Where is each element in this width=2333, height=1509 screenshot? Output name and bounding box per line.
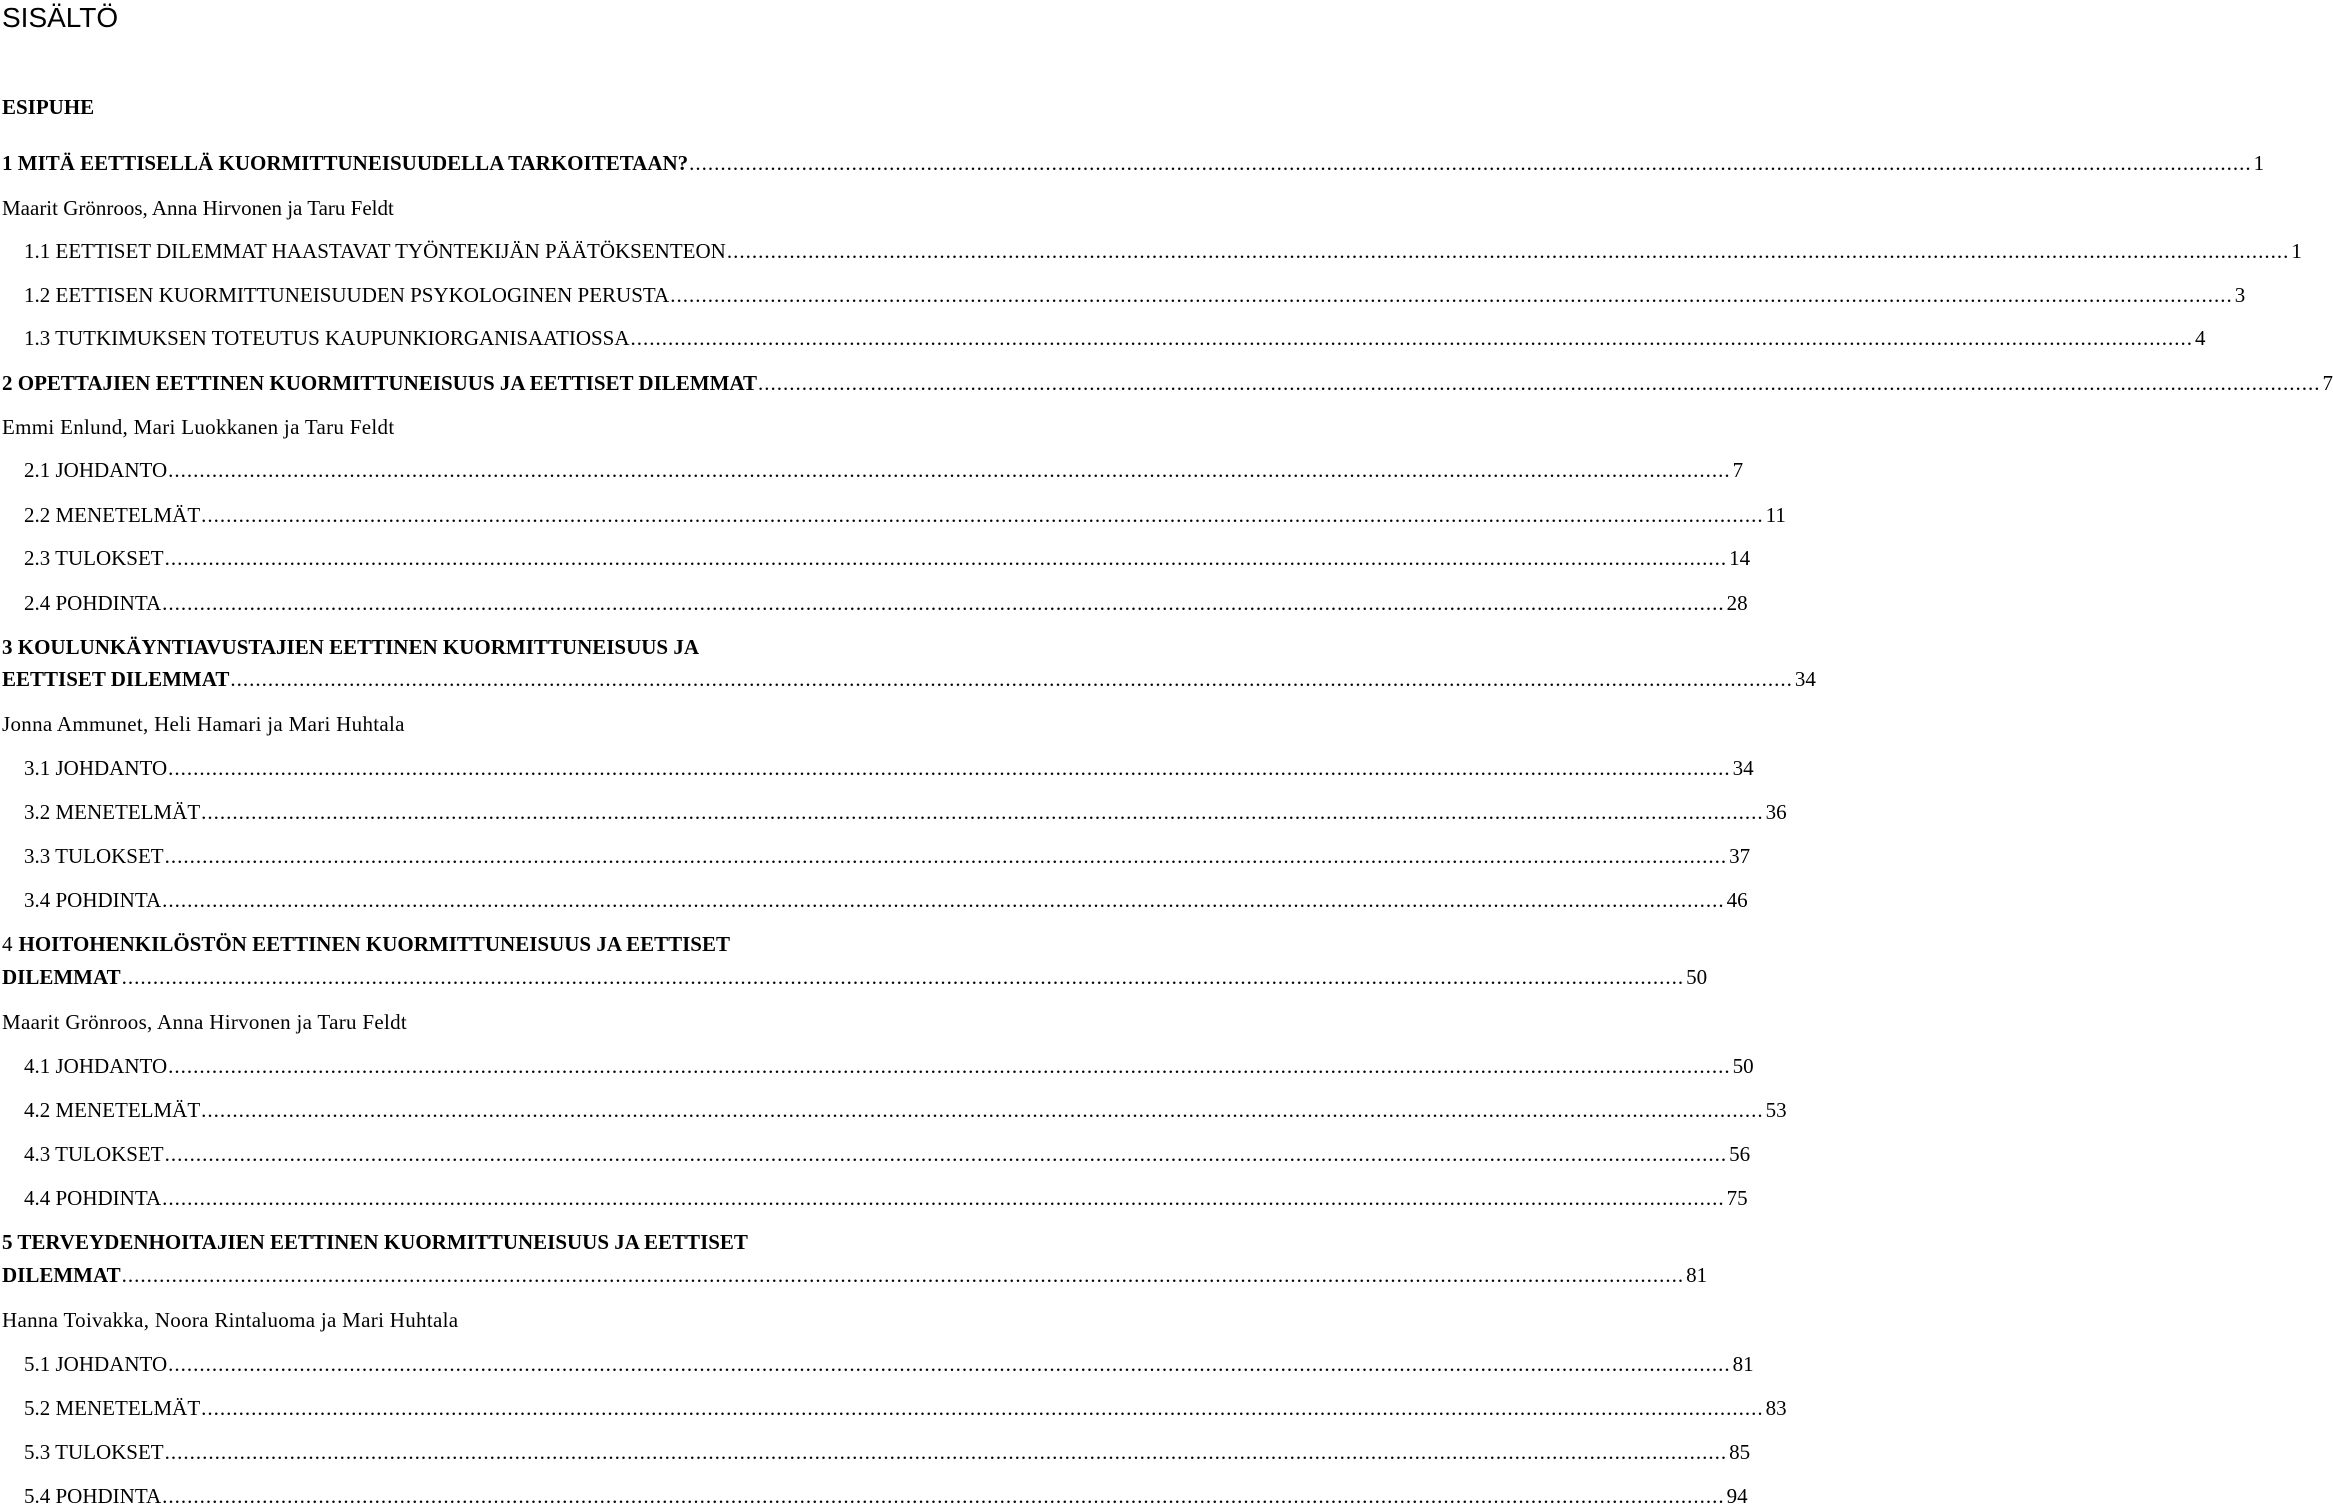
- toc-entry-section-4-1[interactable]: [24, 1053, 1754, 1079]
- entry-title: 5 TERVEYDENHOITAJIEN EETTINEN KUORMITTUNEISUUS JA EETTISET: [2, 1230, 748, 1254]
- page-number: 1: [2291, 239, 2302, 263]
- dot-leader: ..........................................................................................................................................................................................................................................................: [121, 965, 1685, 989]
- toc-entry-section-1-1[interactable]: [24, 238, 2302, 264]
- dot-leader: ..........................................................................................................................................................................................................................................................: [201, 1396, 1764, 1420]
- page-number: 46: [1726, 888, 1748, 912]
- page-number: 34: [1732, 756, 1754, 780]
- page-number: 81: [1686, 1263, 1708, 1287]
- page-number: 34: [1794, 667, 1816, 691]
- page-number: 81: [1732, 1352, 1754, 1376]
- toc-entry-section-1-2[interactable]: [24, 282, 2246, 308]
- entry-title: 3.3 TULOKSET: [24, 844, 164, 868]
- dot-leader: ..........................................................................................................................................................................................................................................................: [162, 591, 1725, 615]
- page-number: 94: [1726, 1484, 1748, 1508]
- entry-title: 2 OPETTAJIEN EETTINEN KUORMITTUNEISUUS JA EETTISET DILEMMAT: [2, 371, 758, 395]
- page-number: 50: [1686, 965, 1708, 989]
- entry-title: 3 KOULUNKÄYNTIAVUSTAJIEN EETTINEN KUORMITTUNEISUUS JA: [2, 635, 700, 659]
- toc-entry-chapter-5[interactable]: [2, 1262, 1708, 1288]
- toc-entry-chapter-2[interactable]: [2, 370, 2333, 396]
- entry-title: 3.2 MENETELMÄT: [24, 800, 201, 824]
- dot-leader: ..........................................................................................................................................................................................................................................................: [168, 1352, 1731, 1376]
- toc-entry-section-4-4[interactable]: [24, 1185, 1748, 1211]
- dot-leader: ..........................................................................................................................................................................................................................................................: [162, 1484, 1725, 1508]
- page-number: 28: [1726, 591, 1748, 615]
- toc-entry-section-3-3[interactable]: [24, 843, 1751, 869]
- entry-title: 2.1 JOHDANTO: [24, 458, 168, 482]
- chapter-5-authors: Hanna Toivakka, Noora Rintaluoma ja Mari Huhtala: [2, 1308, 459, 1332]
- page-number: 75: [1726, 1186, 1748, 1210]
- chapter-1-authors: Maarit Grönroos, Anna Hirvonen ja Taru Feldt: [2, 196, 394, 220]
- entry-title: 4.1 JOHDANTO: [24, 1054, 168, 1078]
- page-number: 56: [1729, 1142, 1751, 1166]
- page-number: 3: [2234, 283, 2246, 307]
- toc-entry-section-5-2[interactable]: [24, 1395, 1787, 1421]
- page-number: 11: [1765, 503, 1786, 527]
- entry-title: 1 MITÄ EETTISELLÄ KUORMITTUNEISUUDELLA TARKOITETAAN?: [2, 151, 689, 175]
- toc-entry-section-2-1[interactable]: [24, 457, 1744, 483]
- chapter-2-authors: Emmi Enlund, Mari Luokkanen ja Taru Feldt: [2, 415, 395, 439]
- page-number: 7: [2322, 371, 2333, 395]
- page-number: 4: [2195, 326, 2206, 350]
- entry-title: 5.2 MENETELMÄT: [24, 1396, 201, 1420]
- dot-leader: ..........................................................................................................................................................................................................................................................: [201, 1098, 1764, 1122]
- toc-entry-section-4-3[interactable]: [24, 1141, 1751, 1167]
- dot-leader: ..........................................................................................................................................................................................................................................................: [162, 888, 1725, 912]
- entry-title: 4.4 POHDINTA: [24, 1186, 162, 1210]
- toc-entry-section-5-1[interactable]: [24, 1351, 1754, 1377]
- entry-title: 3.1 JOHDANTO: [24, 756, 168, 780]
- toc-entry-section-3-4[interactable]: [24, 887, 1748, 913]
- dot-leader: ..........................................................................................................................................................................................................................................................: [726, 239, 2290, 263]
- entry-title: ESIPUHE: [2, 95, 95, 119]
- page-number: 83: [1765, 1396, 1787, 1420]
- dot-leader: ..........................................................................................................................................................................................................................................................: [758, 371, 2321, 395]
- dot-leader: ..........................................................................................................................................................................................................................................................: [168, 458, 1731, 482]
- entry-title: HOITOHENKILÖSTÖN EETTINEN KUORMITTUNEISUUS JA EETTISET: [18, 932, 730, 956]
- entry-title: 4.3 TULOKSET: [24, 1142, 164, 1166]
- page-number: 37: [1729, 844, 1751, 868]
- entry-title: 2.3 TULOKSET: [24, 546, 164, 570]
- toc-entry-chapter-1[interactable]: [2, 150, 2265, 176]
- dot-leader: ..........................................................................................................................................................................................................................................................: [201, 503, 1764, 527]
- dot-leader: ..........................................................................................................................................................................................................................................................: [168, 756, 1731, 780]
- entry-title: 5.3 TULOKSET: [24, 1440, 164, 1464]
- toc-entry-section-3-2[interactable]: [24, 799, 1787, 825]
- entry-title: 2.2 MENETELMÄT: [24, 503, 201, 527]
- toc-entry-section-4-2[interactable]: [24, 1097, 1787, 1123]
- dot-leader: ..........................................................................................................................................................................................................................................................: [164, 1142, 1728, 1166]
- entry-title: EETTISET DILEMMAT: [2, 667, 230, 691]
- entry-title: 3.4 POHDINTA: [24, 888, 162, 912]
- toc-entry-chapter-3[interactable]: [2, 666, 1816, 692]
- page-number: 50: [1732, 1054, 1754, 1078]
- toc-entry-chapter-5-line-1[interactable]: [2, 1229, 748, 1255]
- entry-title: 1.2 EETTISEN KUORMITTUNEISUUDEN PSYKOLOGINEN PERUSTA: [24, 283, 670, 307]
- chapter-number: 4: [2, 932, 13, 956]
- entry-title: 1.3 TUTKIMUKSEN TOTEUTUS KAUPUNKIORGANISAATIOSSA: [24, 326, 630, 350]
- page-number: 14: [1729, 546, 1751, 570]
- entry-title: 1.1 EETTISET DILEMMAT HAASTAVAT TYÖNTEKIJÄN PÄÄTÖKSENTEON: [24, 239, 726, 263]
- dot-leader: ..........................................................................................................................................................................................................................................................: [689, 151, 2252, 175]
- entry-title: DILEMMAT: [2, 965, 121, 989]
- toc-entry-section-3-1[interactable]: [24, 755, 1754, 781]
- entry-title: 5.4 POHDINTA: [24, 1484, 162, 1508]
- chapter-4-authors: Maarit Grönroos, Anna Hirvonen ja Taru Feldt: [2, 1010, 408, 1034]
- dot-leader: ..........................................................................................................................................................................................................................................................: [670, 283, 2233, 307]
- page-number: 53: [1765, 1098, 1787, 1122]
- toc-entry-chapter-4[interactable]: [2, 964, 1708, 990]
- page-number: 7: [1732, 458, 1744, 482]
- dot-leader: ..........................................................................................................................................................................................................................................................: [168, 1054, 1731, 1078]
- entry-title: 2.4 POHDINTA: [24, 591, 162, 615]
- page-number: 1: [2253, 151, 2265, 175]
- dot-leader: ..........................................................................................................................................................................................................................................................: [162, 1186, 1725, 1210]
- page-number: 36: [1765, 800, 1787, 824]
- toc-entry-section-2-3[interactable]: [24, 545, 1751, 571]
- entry-title: 4.2 MENETELMÄT: [24, 1098, 201, 1122]
- dot-leader: ..........................................................................................................................................................................................................................................................: [230, 667, 1793, 691]
- toc-entry-section-5-4[interactable]: [24, 1483, 1748, 1509]
- toc-entry-section-5-3[interactable]: [24, 1439, 1751, 1465]
- toc-entry-section-2-4[interactable]: [24, 590, 1748, 616]
- entry-title: 5.1 JOHDANTO: [24, 1352, 168, 1376]
- toc-entry-preface[interactable]: [2, 94, 94, 120]
- toc-entry-chapter-3-line-1[interactable]: [2, 634, 699, 660]
- dot-leader: ..........................................................................................................................................................................................................................................................: [201, 800, 1764, 824]
- toc-entry-chapter-4-line-1[interactable]: [2, 931, 730, 957]
- dot-leader: ..........................................................................................................................................................................................................................................................: [164, 546, 1728, 570]
- page-number: 85: [1729, 1440, 1751, 1464]
- dot-leader: ..........................................................................................................................................................................................................................................................: [121, 1263, 1685, 1287]
- dot-leader: ..........................................................................................................................................................................................................................................................: [164, 1440, 1728, 1464]
- entry-title: DILEMMAT: [2, 1263, 121, 1287]
- page-title: SISÄLTÖ: [2, 2, 119, 33]
- toc-entry-section-1-3[interactable]: [24, 325, 2206, 351]
- dot-leader: ..........................................................................................................................................................................................................................................................: [164, 844, 1728, 868]
- toc-entry-section-2-2[interactable]: [24, 502, 1786, 528]
- chapter-3-authors: Jonna Ammunet, Heli Hamari ja Mari Huhtala: [2, 712, 405, 736]
- dot-leader: ..........................................................................................................................................................................................................................................................: [630, 326, 2194, 350]
